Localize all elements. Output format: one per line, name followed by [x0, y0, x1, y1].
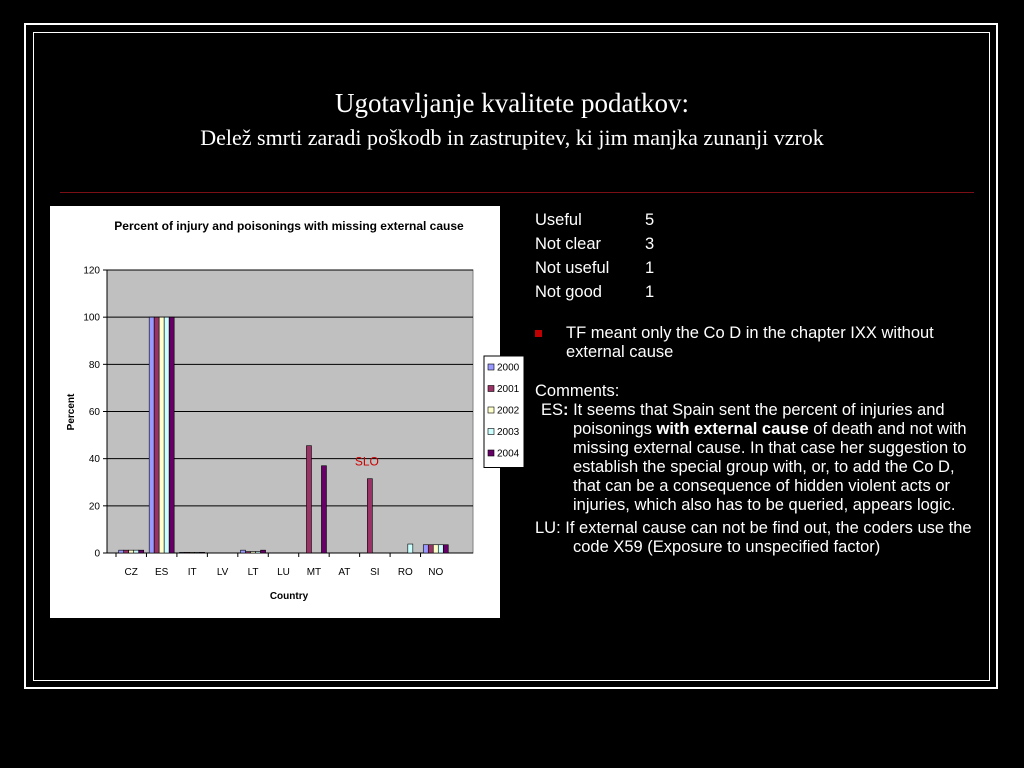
x-tick-label: NO: [428, 567, 444, 578]
stat-value: 3: [645, 235, 655, 253]
bar-2003-CZ: [134, 550, 139, 553]
x-tick-label: SI: [370, 567, 380, 578]
bar-2000-CZ: [119, 550, 124, 553]
bar-2002-IT: [190, 552, 195, 553]
bar-2000-NO: [423, 545, 428, 553]
bar-2004-ES: [169, 317, 174, 553]
comment-es-text-1: It seems that Spain sent the percent of injuries and poisonings: [568, 401, 945, 438]
x-tick-label: RO: [397, 567, 413, 578]
bar-2001-ES: [154, 317, 159, 553]
stat-row: [535, 280, 975, 304]
slide-title: Ugotavljanje kvalitete podatkov:: [335, 88, 689, 118]
bar-chart: [50, 206, 520, 618]
comment-es-colon: :: [563, 401, 569, 419]
bar-2001-IT: [185, 552, 190, 553]
slide-subtitle: Delež smrti zaradi poškodb in zastrupitev, ki jim manjka zunanji vzrok: [200, 125, 824, 150]
bar-2003-NO: [438, 545, 443, 553]
stat-row: [535, 232, 975, 256]
stat-value: 1: [645, 259, 655, 277]
legend-label: 2000: [497, 362, 520, 374]
bar-2000-ES: [149, 317, 154, 553]
x-tick-label: MT: [306, 567, 322, 578]
bullet-item: [535, 324, 975, 362]
x-tick-label: LT: [247, 567, 259, 578]
bar-2003-LT: [256, 552, 261, 553]
bar-2002-NO: [433, 545, 438, 553]
x-tick-label: AT: [338, 567, 351, 578]
bar-2004-MT: [321, 466, 326, 553]
bar-2001-SI: [367, 479, 372, 553]
bar-2002-LT: [251, 552, 256, 553]
stat-label: Not useful: [535, 259, 610, 277]
bullet-text: TF meant only the Co D in the chapter IXX without external cause: [566, 324, 934, 361]
legend-swatch-2004: [488, 450, 494, 456]
legend-swatch-2003: [488, 429, 494, 435]
x-tick-label: ES: [155, 567, 169, 578]
bar-2001-LT: [246, 552, 251, 553]
stat-label: Useful: [535, 211, 582, 229]
bar-2004-LT: [261, 550, 266, 553]
stat-label: Not good: [535, 283, 602, 301]
stat-row: [535, 256, 975, 280]
bar-2004-CZ: [139, 550, 144, 553]
y-axis-label: Percent: [66, 393, 77, 431]
y-tick-label: 100: [83, 312, 100, 324]
legend-label: 2001: [497, 384, 520, 395]
stat-row: [535, 208, 975, 232]
x-axis-label: Country: [269, 591, 309, 602]
bar-2004-IT: [200, 552, 205, 553]
stat-label: Not clear: [535, 235, 602, 253]
stat-value: 5: [645, 211, 655, 229]
annotation-label: SLO: [354, 454, 379, 469]
x-tick-label: IT: [187, 567, 197, 578]
x-tick-label: LV: [216, 567, 229, 578]
bar-2000-IT: [180, 552, 185, 553]
x-tick-label: CZ: [124, 567, 138, 578]
legend-swatch-2002: [488, 407, 494, 413]
chart-panel: [50, 206, 520, 618]
comment-es-text-2: of death and not with missing external cause. In that case her suggestion to establish the special group with, or, to add the Co D, that can be a consequence of hidden violent acts or injuries, which also has to be queried, appears logic.: [573, 420, 967, 514]
y-tick-label: 80: [88, 359, 100, 371]
bar-2004-NO: [443, 545, 448, 553]
bar-2003-RO: [408, 544, 413, 553]
bar-2001-NO: [428, 545, 433, 553]
legend-swatch-2001: [488, 386, 494, 392]
bar-2001-MT: [306, 446, 311, 553]
y-tick-label: 120: [83, 265, 100, 277]
bar-2002-CZ: [129, 550, 134, 553]
y-tick-label: 0: [94, 548, 100, 560]
right-text-panel: [535, 208, 975, 557]
comment-es: [535, 401, 975, 515]
x-tick-label: LU: [277, 567, 290, 578]
comment-lu: LU: If external cause can not be find out, the coders use the code X59 (Exposure to unspecified factor): [535, 519, 972, 556]
y-tick-label: 20: [88, 501, 100, 513]
bar-2000-LT: [241, 550, 246, 553]
legend-label: 2002: [497, 405, 520, 417]
bar-2002-ES: [159, 317, 164, 553]
comment-es-bold: with external cause: [656, 420, 809, 438]
legend-swatch-2000: [488, 364, 494, 370]
stat-value: 1: [645, 283, 655, 301]
chart-title: Percent of injury and poisonings with missing external cause: [114, 219, 464, 233]
y-tick-label: 60: [88, 407, 100, 418]
comment-es-prefix: ES: [541, 401, 564, 419]
stats-list: [535, 208, 975, 304]
comments-heading: Comments:: [535, 382, 620, 400]
bar-2003-ES: [164, 317, 169, 553]
bullet-square-icon: [535, 330, 542, 337]
legend-label: 2004: [497, 448, 520, 460]
bar-2003-IT: [195, 552, 200, 553]
title-divider: [60, 192, 974, 193]
y-tick-label: 40: [88, 454, 100, 466]
bar-2001-CZ: [124, 550, 129, 553]
legend-label: 2003: [497, 427, 520, 438]
